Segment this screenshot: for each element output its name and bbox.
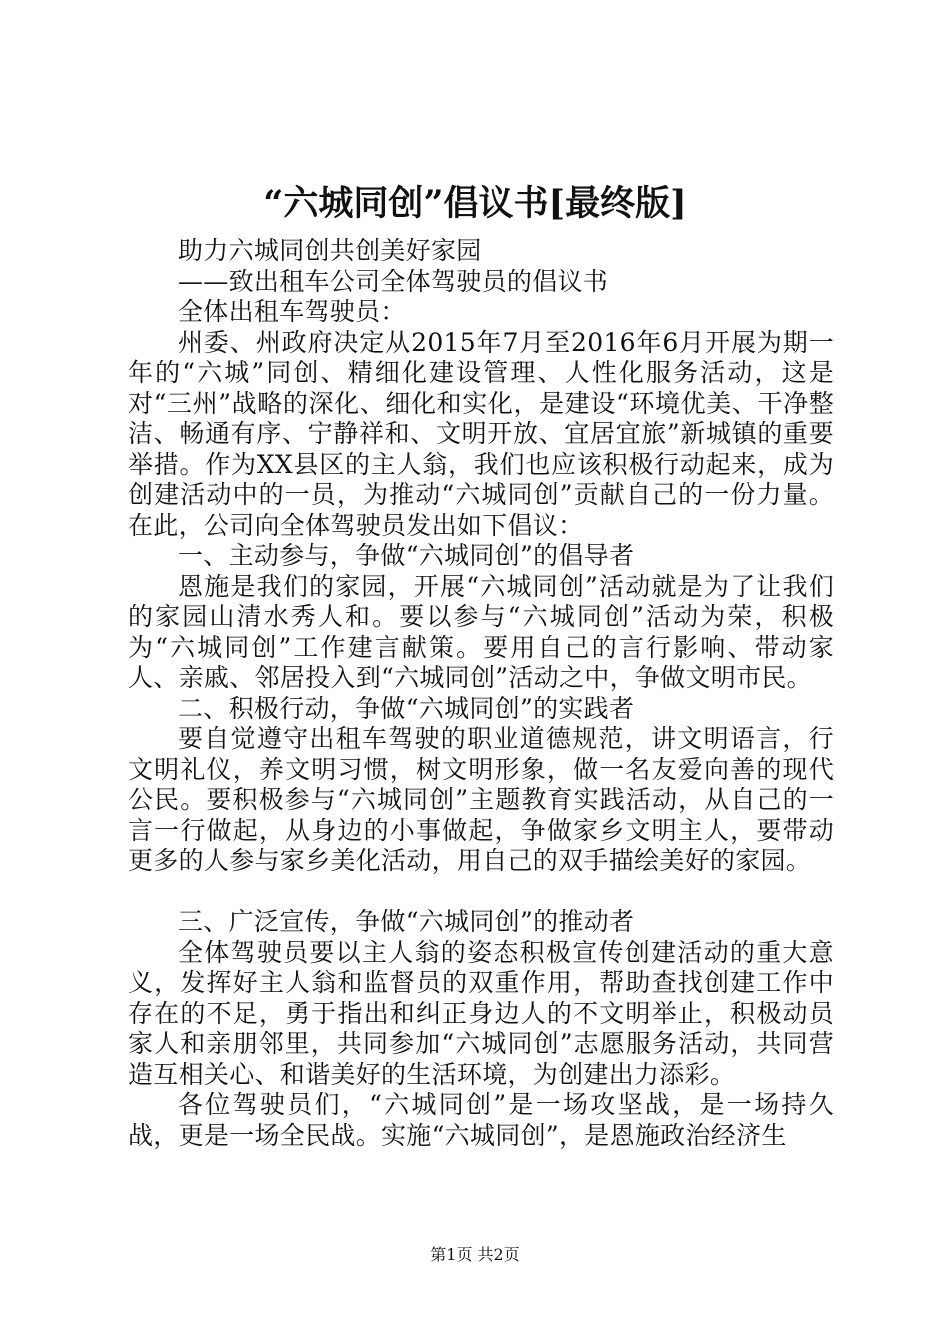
document-body [128, 236, 834, 1151]
section-paragraph-1: 恩施是我们的家园，开展“六城同创”活动就是为了让我们的家园山清水秀人和。要以参与“六城同创”活动为荣，积极为“六城同创”工作建言献策。要用自己的言行影响、带动家人、亲戚、邻居投入到“六城同创”活动之中，争做文明市民。 [128, 571, 834, 692]
salutation: 全体出租车驾驶员： [178, 297, 406, 326]
subtitle-dedication: ——致出租车公司全体驾驶员的倡议书 [178, 266, 609, 296]
section-heading-2: 二、积极行动，争做“六城同创”的实践者 [178, 693, 635, 723]
paragraph-spacer [128, 877, 834, 908]
document-title: “六城同创”倡议书[最终版] [263, 183, 687, 224]
section-heading-1: 一、主动参与，争做“六城同创”的倡导者 [178, 541, 635, 570]
section-heading-3: 三、广泛宣传，争做“六城同创”的推动者 [178, 907, 635, 936]
closing-paragraph: 各位驾驶员们，“六城同创”是一场攻坚战，是一场持久战，更是一场全民战。实施“六城同创”，是恩施政治经济生 [128, 1090, 834, 1150]
section-paragraph-2: 要自觉遵守出租车驾驶的职业道德规范，讲文明语言，行文明礼仪，养文明习惯，树文明形象，做一名友爱向善的现代公民。要积极参与“六城同创”主题教育实践活动，从自己的一言一行做起，从身边的小事做起，争做家乡文明主人，要带动更多的人参与家乡美化活动，用自己的双手描绘美好的家园。 [128, 724, 834, 875]
page-footer: 第1页 共2页 [430, 1245, 520, 1264]
intro-paragraph: 州委、州政府决定从2015年7月至2016年6月开展为期一年的“六城”同创、精细化建设管理、人性化服务活动，这是对“三州”战略的深化、细化和实化，是建设“环境优美、干净整洁、畅通有序、宁静祥和、文明开放、宜居宜旅”新城镇的重要举措。作为XX县区的主人翁，我们也应该积极行动起来，成为创建活动中的一员，为推动“六城同创”贡献自己的一份力量。在此，公司向全体驾驶员发出如下倡议： [128, 327, 834, 540]
section-paragraph-3: 全体驾驶员要以主人翁的姿态积极宣传创建活动的重大意义，发挥好主人翁和监督员的双重作用，帮助查找创建工作中存在的不足，勇于指出和纠正身边人的不文明举止，积极动员家人和亲朋邻里，共同参加“六城同创”志愿服务活动，共同营造互相关心、和谐美好的生活环境，为创建出力添彩。 [128, 937, 834, 1089]
subtitle-line: 助力六城同创共创美好家园 [178, 236, 482, 265]
